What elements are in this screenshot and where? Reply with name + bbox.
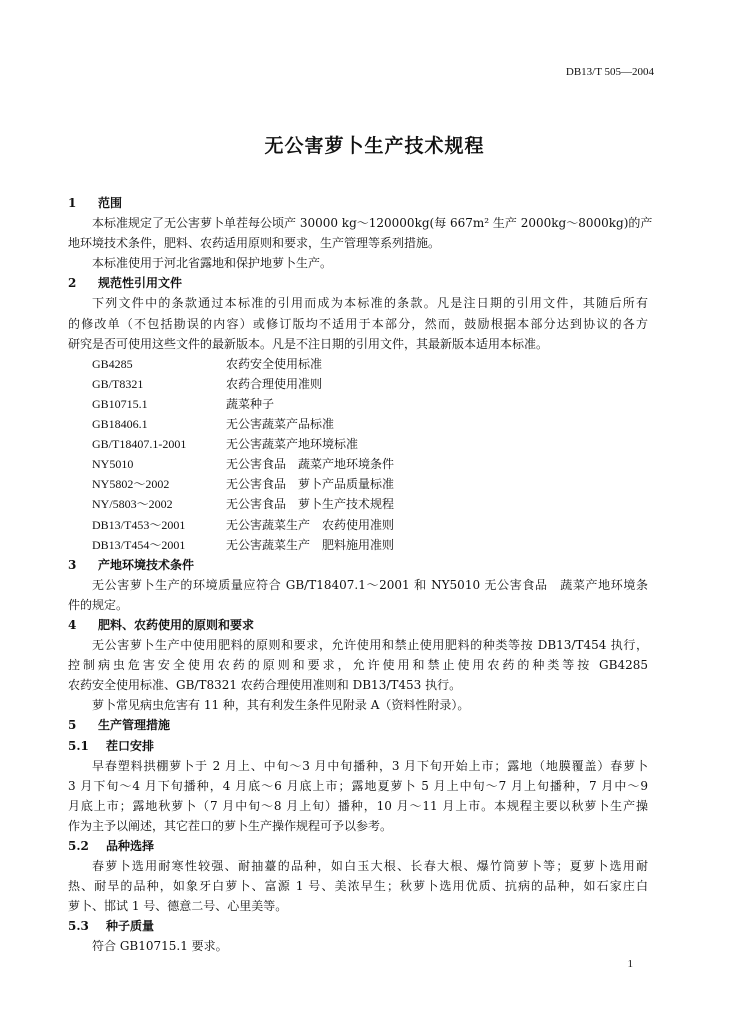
- section-title: 规范性引用文件: [98, 276, 183, 291]
- section-title: 范围: [98, 196, 123, 210]
- reference-code: GB4285: [92, 356, 133, 371]
- reference-code: DB13/T453～2001: [92, 517, 186, 532]
- reference-item: [68, 474, 648, 494]
- paragraph-line: 无公害萝卜生产的环境质量应符合 GB/T18407.1～2001 和 NY5010 无公害食品 蔬菜产地环境条: [92, 577, 648, 592]
- subsection-title: 茬口安排: [106, 738, 155, 753]
- subsection-5-2-heading: [68, 836, 648, 856]
- section-2-heading: [68, 273, 648, 293]
- reference-code: NY5802～2002: [92, 477, 170, 492]
- reference-item: [68, 434, 648, 454]
- reference-item: [68, 454, 648, 474]
- standard-code: DB13/T 505—2004: [565, 66, 654, 78]
- reference-item: [68, 414, 648, 434]
- subsection-number: 5.2: [68, 839, 89, 853]
- reference-name: 无公害食品 蔬菜产地环境条件: [226, 457, 395, 472]
- section-number: 1: [68, 196, 77, 210]
- reference-name: 无公害蔬菜生产 农药使用准则: [226, 517, 395, 532]
- subsection-5-1-heading: [68, 736, 648, 756]
- reference-name: 农药安全使用标准: [226, 356, 323, 371]
- paragraph-line: 控制病虫危害安全使用农药的原则和要求，允许使用和禁止使用农药的种类等按 GB4285: [68, 658, 648, 673]
- paragraph-line: 本标准使用于河北省露地和保护地萝卜生产。: [92, 256, 333, 271]
- paragraph-line: 作为主予以阐述，其它茬口的萝卜生产操作规程可予以参考。: [68, 818, 393, 833]
- subsection-5-3-heading: [68, 916, 648, 936]
- reference-item: [68, 494, 648, 514]
- reference-code: NY/5803～2002: [92, 497, 173, 512]
- section-number: 5: [68, 718, 77, 733]
- section-3-heading: [68, 555, 648, 575]
- subsection-number: 5.3: [68, 919, 89, 934]
- reference-item: [68, 535, 648, 555]
- reference-name: 无公害食品 萝卜产品质量标准: [226, 477, 395, 492]
- subsection-title: 品种选择: [106, 839, 155, 853]
- reference-name: 无公害蔬菜生产 肥料施用准则: [226, 537, 395, 552]
- section-title: 肥料、农药使用的原则和要求: [98, 617, 255, 632]
- paragraph-line: 件的规定。: [68, 597, 129, 612]
- reference-code: GB10715.1: [92, 396, 148, 411]
- paragraph-line: 萝卜常见病虫危害有 11 种，其有利发生条件见附录 A（资料性附录）。: [92, 698, 470, 713]
- reference-item: [68, 394, 648, 414]
- reference-code: GB/T8321: [92, 376, 144, 391]
- reference-name: 无公害食品 萝卜生产技术规程: [226, 497, 395, 512]
- section-5-heading: [68, 715, 648, 735]
- paragraph-line: 无公害萝卜生产中使用肥料的原则和要求，允许使用和禁止使用肥料的种类等按 DB13/T454 执行，: [92, 638, 648, 653]
- paragraph-line: 3 月下旬～4 月下旬播种，4 月底～6 月底上市；露地夏萝卜 5 月上中旬～7 月上旬播种，7 月中～9: [68, 778, 648, 793]
- reference-code: GB18406.1: [92, 417, 148, 432]
- reference-name: 蔬菜种子: [226, 396, 275, 411]
- reference-code: DB13/T454～2001: [92, 537, 186, 552]
- paragraph-line: 符合 GB10715.1 要求。: [92, 939, 228, 954]
- document-title: 无公害萝卜生产技术规程: [264, 135, 485, 157]
- section-number: 3: [68, 557, 77, 572]
- paragraph-line: 的修改单（不包括勘误的内容）或修订版均不适用于本部分，然而，鼓励根据本部分达到协议的各方: [68, 316, 648, 331]
- reference-item: [68, 374, 648, 394]
- paragraph-line: 农药安全使用标准、GB/T8321 农药合理使用准则和 DB13/T453 执行。: [68, 678, 462, 693]
- paragraph-line: 月底上市；露地秋萝卜（7 月中旬～8 月上旬）播种，10 月～11 月上市。本规程主要以秋萝卜生产操: [68, 798, 648, 813]
- paragraph-line: 下列文件中的条款通过本标准的引用而成为本标准的条款。凡是注日期的引用文件，其随后所有: [92, 296, 648, 311]
- section-4-heading: [68, 615, 648, 635]
- paragraph-line: 萝卜、邯试 1 号、德意二号、心里美等。: [68, 899, 288, 914]
- reference-code: NY5010: [92, 457, 134, 472]
- paragraph-line: 地环境技术条件，肥料、农药适用原则和要求，生产管理等系列措施。: [68, 236, 441, 251]
- section-title: 产地环境技术条件: [98, 557, 195, 572]
- paragraph-line: 热、耐旱的品种，如象牙白萝卜、富源 1 号、美浓早生；秋萝卜选用优质、抗病的品种，如石家庄白: [68, 879, 648, 894]
- section-title: 生产管理措施: [98, 718, 171, 733]
- subsection-title: 种子质量: [106, 919, 155, 934]
- section-number: 2: [68, 276, 77, 291]
- reference-list: [68, 354, 648, 555]
- section-number: 4: [68, 617, 77, 632]
- paragraph-line: 本标准规定了无公害萝卜单茬每公顷产 30000 kg～120000kg(每 667m² 生产 2000kg～8000kg)的产: [92, 216, 653, 231]
- reference-code: GB/T18407.1-2001: [92, 437, 187, 452]
- reference-item: [68, 354, 648, 374]
- paragraph-line: 早春塑料拱棚萝卜于 2 月上、中旬～3 月中旬播种，3 月下旬开始上市；露地（地膜覆盖）春萝卜: [92, 758, 648, 773]
- document-body: [68, 193, 653, 957]
- paragraph-line: 研究是否可使用这些文件的最新版本。凡是不注日期的引用文件，其最新版本适用本标准。: [68, 336, 549, 351]
- reference-name: 农药合理使用准则: [226, 376, 323, 391]
- reference-item: [68, 515, 648, 535]
- reference-name: 无公害蔬菜产地环境标准: [226, 437, 359, 452]
- page-number: 1: [627, 958, 633, 970]
- reference-name: 无公害蔬菜产品标准: [226, 417, 335, 432]
- paragraph-line: 春萝卜选用耐寒性较强、耐抽薹的品种，如白玉大根、长春大根、爆竹筒萝卜等；夏萝卜选用耐: [92, 859, 648, 874]
- section-1-heading: [68, 193, 648, 213]
- subsection-number: 5.1: [68, 738, 89, 753]
